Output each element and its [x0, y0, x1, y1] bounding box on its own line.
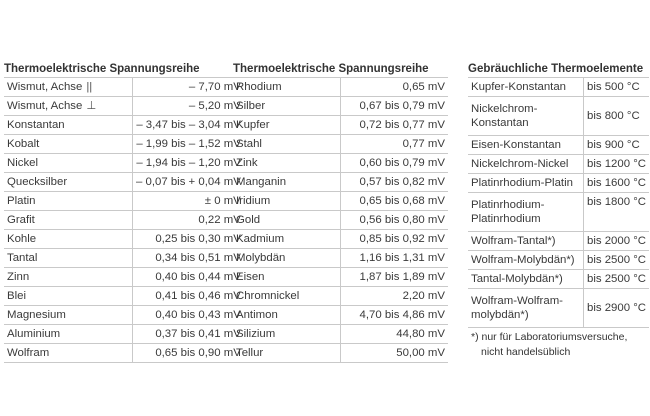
material-name: Iridium	[233, 192, 341, 211]
material-name: Chromnickel	[233, 287, 341, 306]
table-row	[468, 270, 649, 289]
material-name: Zinn	[4, 268, 133, 287]
table-2-body	[233, 77, 448, 363]
table-row	[233, 135, 448, 154]
table-row	[233, 249, 448, 268]
table-row	[468, 193, 649, 232]
voltage-value: 0,34 bis 0,51 mV	[133, 249, 244, 268]
voltage-value: ± 0 mV	[133, 192, 244, 211]
table-row	[468, 289, 649, 328]
material-name: Quecksilber	[4, 173, 133, 192]
table-row	[468, 97, 649, 136]
material-name: Silizium	[233, 325, 341, 344]
table-row	[233, 173, 448, 192]
table-row	[233, 325, 448, 344]
material-name: Blei	[4, 287, 133, 306]
table-row	[233, 116, 448, 135]
table-row	[468, 136, 649, 155]
table-2-title: Thermoelektrische Spannungsreihe	[233, 63, 429, 75]
thermocouple-name: Platinrhodium- Platinrhodium	[468, 193, 584, 232]
voltage-value: – 5,20 mV	[133, 97, 244, 116]
material-name: Grafit	[4, 211, 133, 230]
parallel-axis-symbol: ||	[86, 81, 93, 93]
temperature-limit: bis 900 °C	[584, 136, 650, 155]
temperature-limit: bis 1600 °C	[584, 174, 650, 193]
material-name: Antimon	[233, 306, 341, 325]
voltage-value: 2,20 mV	[341, 287, 449, 306]
thermocouple-name: Wolfram-Wolfram- molybdän*)	[468, 289, 584, 328]
temperature-limit: bis 1200 °C	[584, 155, 650, 174]
thermocouple-table	[468, 61, 649, 328]
table-row	[468, 232, 649, 251]
footnote	[471, 330, 627, 360]
voltage-value: – 3,47 bis – 3,04 mV	[133, 116, 244, 135]
table-3-title: Gebräuchliche Thermoelemente	[468, 63, 644, 75]
table-row	[4, 97, 244, 116]
voltage-value: 0,56 bis 0,80 mV	[341, 211, 449, 230]
table-1-body	[4, 77, 244, 363]
voltage-value: – 0,07 bis + 0,04 mV	[133, 173, 244, 192]
material-name: Wolfram	[4, 344, 133, 363]
thermocouple-name: Wolfram-Molybdän*)	[468, 251, 584, 270]
voltage-value: – 7,70 mV	[133, 78, 244, 97]
material-name: Wismut, Achse ⊥	[4, 97, 133, 116]
material-name: Tellur	[233, 344, 341, 363]
thermocouple-name: Nickelchrom- Konstantan	[468, 97, 584, 136]
table-row	[4, 230, 244, 249]
temperature-limit: bis 800 °C	[584, 97, 650, 136]
table-row	[468, 251, 649, 270]
material-name: Kadmium	[233, 230, 341, 249]
voltage-value: 0,60 bis 0,79 mV	[341, 154, 449, 173]
material-name: Nickel	[4, 154, 133, 173]
temperature-limit: bis 2500 °C	[584, 251, 650, 270]
thermocouple-name: Platinrhodium-Platin	[468, 174, 584, 193]
perpendicular-axis-symbol: ⊥	[86, 100, 97, 112]
voltage-value: 0,40 bis 0,44 mV	[133, 268, 244, 287]
voltage-value: 1,87 bis 1,89 mV	[341, 268, 449, 287]
table-row	[4, 78, 244, 97]
table-row	[4, 135, 244, 154]
material-name: Eisen	[233, 268, 341, 287]
voltage-value: 0,57 bis 0,82 mV	[341, 173, 449, 192]
material-name: Platin	[4, 192, 133, 211]
table-row	[4, 173, 244, 192]
material-name: Magnesium	[4, 306, 133, 325]
thermocouple-name: Eisen-Konstantan	[468, 136, 584, 155]
table-row	[233, 230, 448, 249]
voltage-value: 0,40 bis 0,43 mV	[133, 306, 244, 325]
table-3-body	[468, 77, 649, 328]
material-name: Aluminium	[4, 325, 133, 344]
voltage-value: 50,00 mV	[341, 344, 449, 363]
voltage-value: 0,22 mV	[133, 211, 244, 230]
voltage-value: 0,85 bis 0,92 mV	[341, 230, 449, 249]
voltage-value: 0,65 bis 0,68 mV	[341, 192, 449, 211]
voltage-value: 0,67 bis 0,79 mV	[341, 97, 449, 116]
material-name: Kobalt	[4, 135, 133, 154]
voltage-value: 0,65 bis 0,90 mV	[133, 344, 244, 363]
voltage-value: 0,37 bis 0,41 mV	[133, 325, 244, 344]
voltage-value: 0,65 mV	[341, 78, 449, 97]
material-name: Rhodium	[233, 78, 341, 97]
footnote-line-2: nicht handelsüblich	[481, 346, 571, 358]
table-row	[4, 287, 244, 306]
table-row	[4, 306, 244, 325]
voltage-series-table-2	[233, 61, 448, 363]
table-row	[468, 174, 649, 193]
voltage-value: 0,25 bis 0,30 mV	[133, 230, 244, 249]
thermocouple-name: Kupfer-Konstantan	[468, 78, 584, 97]
table-row	[233, 306, 448, 325]
material-name: Molybdän	[233, 249, 341, 268]
table-row	[4, 344, 244, 363]
thermocouple-name: Nickelchrom-Nickel	[468, 155, 584, 174]
material-name: Zink	[233, 154, 341, 173]
material-name: Stahl	[233, 135, 341, 154]
voltage-value: 0,41 bis 0,46 mV	[133, 287, 244, 306]
table-row	[233, 192, 448, 211]
material-name: Wismut, Achse ||	[4, 78, 133, 97]
voltage-value: 44,80 mV	[341, 325, 449, 344]
table-row	[233, 97, 448, 116]
material-name: Silber	[233, 97, 341, 116]
material-name: Konstantan	[4, 116, 133, 135]
material-name: Manganin	[233, 173, 341, 192]
voltage-value: 0,72 bis 0,77 mV	[341, 116, 449, 135]
material-name: Kohle	[4, 230, 133, 249]
voltage-value: 4,70 bis 4,86 mV	[341, 306, 449, 325]
table-row	[4, 325, 244, 344]
footnote-line-1: *) nur für Laboratoriumsversuche,	[471, 331, 628, 343]
voltage-value: 0,77 mV	[341, 135, 449, 154]
thermocouple-name: Wolfram-Tantal*)	[468, 232, 584, 251]
material-name: Gold	[233, 211, 341, 230]
table-row	[468, 155, 649, 174]
temperature-limit: bis 2000 °C	[584, 232, 650, 251]
table-row	[233, 154, 448, 173]
material-name: Kupfer	[233, 116, 341, 135]
table-row	[233, 287, 448, 306]
table-row	[233, 211, 448, 230]
table-row	[4, 116, 244, 135]
temperature-limit: bis 500 °C	[584, 78, 650, 97]
voltage-value: – 1,99 bis – 1,52 mV	[133, 135, 244, 154]
material-name: Tantal	[4, 249, 133, 268]
table-row	[4, 211, 244, 230]
table-row	[4, 268, 244, 287]
table-row	[233, 344, 448, 363]
temperature-limit: bis 1800 °C	[584, 193, 650, 232]
voltage-value: – 1,94 bis – 1,20 mV	[133, 154, 244, 173]
table-row	[4, 249, 244, 268]
table-row	[468, 78, 649, 97]
table-row	[4, 154, 244, 173]
table-1-title: Thermoelektrische Spannungsreihe	[4, 63, 200, 75]
temperature-limit: bis 2500 °C	[584, 270, 650, 289]
table-row	[4, 192, 244, 211]
voltage-value: 1,16 bis 1,31 mV	[341, 249, 449, 268]
thermocouple-name: Tantal-Molybdän*)	[468, 270, 584, 289]
temperature-limit: bis 2900 °C	[584, 289, 650, 328]
table-row	[233, 268, 448, 287]
table-row	[233, 78, 448, 97]
voltage-series-table-1	[4, 61, 244, 363]
